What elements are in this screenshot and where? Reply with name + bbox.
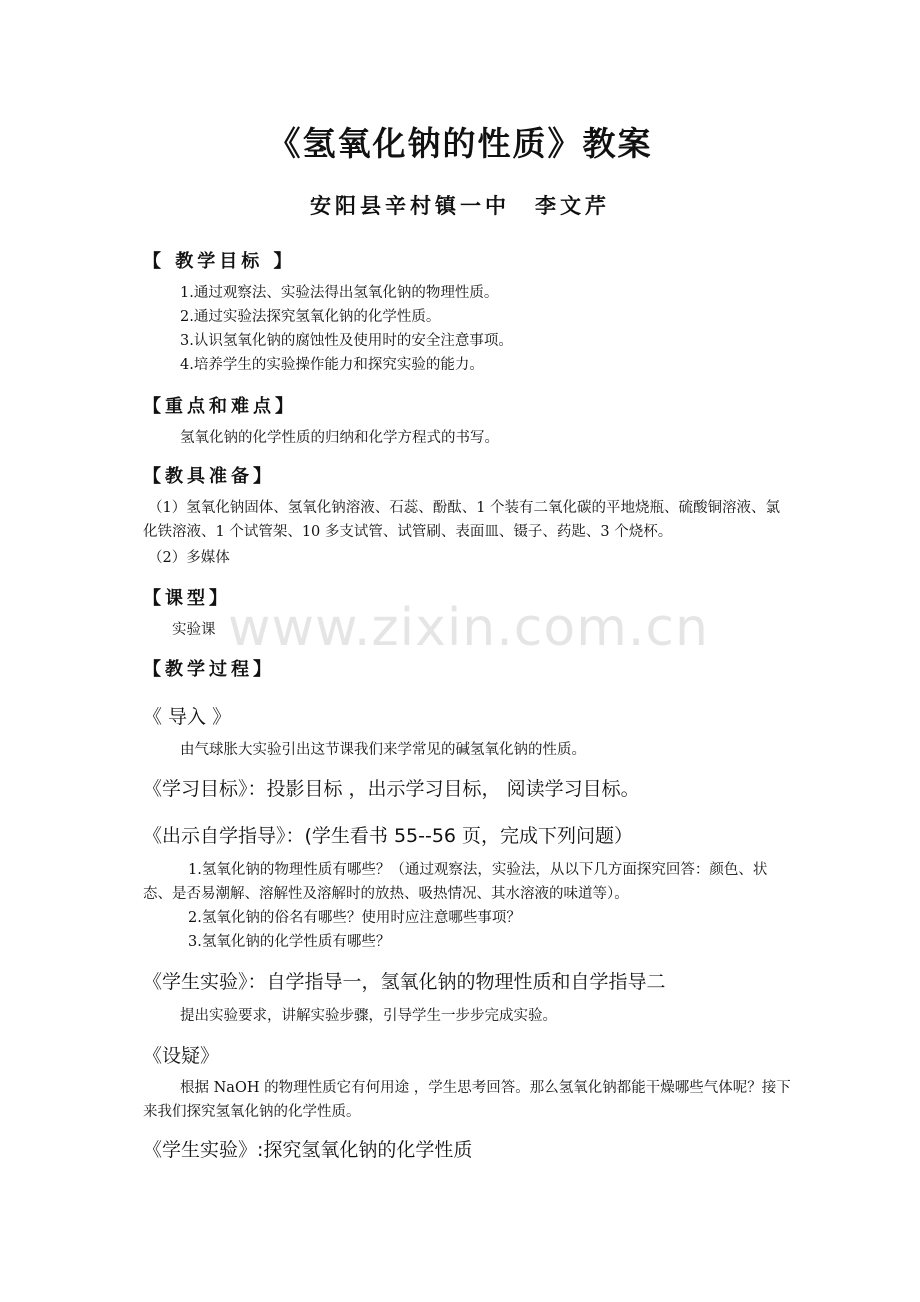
- section-heading-lesson-type: 【课型】: [143, 588, 231, 609]
- section-heading-key-points: 【重点和难点】: [143, 396, 297, 417]
- equipment-item-1: （1）氢氧化钠固体、氢氧化钠溶液、石蕊、酚酞、1 个装有二氧化碳的平地烧瓶、硫酸铜溶液、氯化铁溶液、1 个试管架、10 多支试管、试管刷、表面皿、镊子、药匙、3 个烧杯。: [143, 500, 781, 540]
- self-study-question-2: 2.氢氧化钠的俗名有哪些？使用时应注意哪些事项？: [188, 910, 521, 926]
- watermark: www.zixin.com.cn: [228, 598, 709, 658]
- step-heading-intro: 《 导入 》: [143, 706, 232, 728]
- question-text: 根据 NaOH 的物理性质它有何用途 ，学生思考回答。那么氢氧化钠都能干燥哪些气体呢？接下来我们探究氢氧化钠的化学性质。: [143, 1080, 791, 1120]
- document-title: 《氢氧化钠的性质》教案: [267, 124, 653, 163]
- objective-item-2: 2.通过实验法探究氢氧化钠的化学性质。: [180, 309, 441, 325]
- lesson-type-text: 实验课: [172, 622, 216, 638]
- objective-item-3: 3.认识氢氧化钠的腐蚀性及使用时的安全注意事项。: [180, 333, 513, 349]
- key-points-text: 氢氧化钠的化学性质的归纳和化学方程式的书写。: [180, 430, 499, 446]
- objective-item-4: 4.培养学生的实验操作能力和探究实验的能力。: [180, 357, 484, 373]
- step-heading-self-study: 《出示自学指导》：(学生看书 55--56 页，完成下列问题）: [143, 825, 634, 847]
- experiment-1-text: 提出实验要求，讲解实验步骤，引导学生一步步完成实验。: [180, 1008, 557, 1024]
- objective-item-1: 1.通过观察法、实验法得出氢氧化钠的物理性质。: [180, 285, 499, 301]
- intro-text: 由气球胀大实验引出这节课我们来学常见的碱氢氧化钠的性质。: [180, 742, 586, 758]
- equipment-item-2: （2）多媒体: [148, 550, 230, 566]
- author-line: 安阳县辛村镇一中 李文芹: [310, 193, 610, 218]
- self-study-question-1: 1.氢氧化钠的物理性质有哪些？（通过观察法，实验法，从以下几方面探究回答：颜色、状态、是否易潮解、溶解性及溶解时的放热、吸热情况、其水溶液的味道等）。: [143, 862, 768, 902]
- section-heading-process: 【教学过程】: [143, 659, 275, 680]
- step-heading-experiment-1: 《学生实验》：自学指导一，氢氧化钠的物理性质和自学指导二: [143, 971, 666, 993]
- section-heading-objectives: 【 教学目标 】: [143, 251, 296, 272]
- step-heading-learning-goals: 《学习目标》：投影目标 ，出示学习目标， 阅读学习目标。: [143, 778, 640, 800]
- section-heading-equipment: 【教具准备】: [143, 466, 275, 487]
- step-heading-question: 《设疑》: [143, 1045, 220, 1067]
- self-study-question-3: 3.氢氧化钠的化学性质有哪些？: [188, 934, 391, 950]
- step-heading-experiment-2: 《学生实验》:探究氢氧化钠的化学性质: [143, 1139, 473, 1161]
